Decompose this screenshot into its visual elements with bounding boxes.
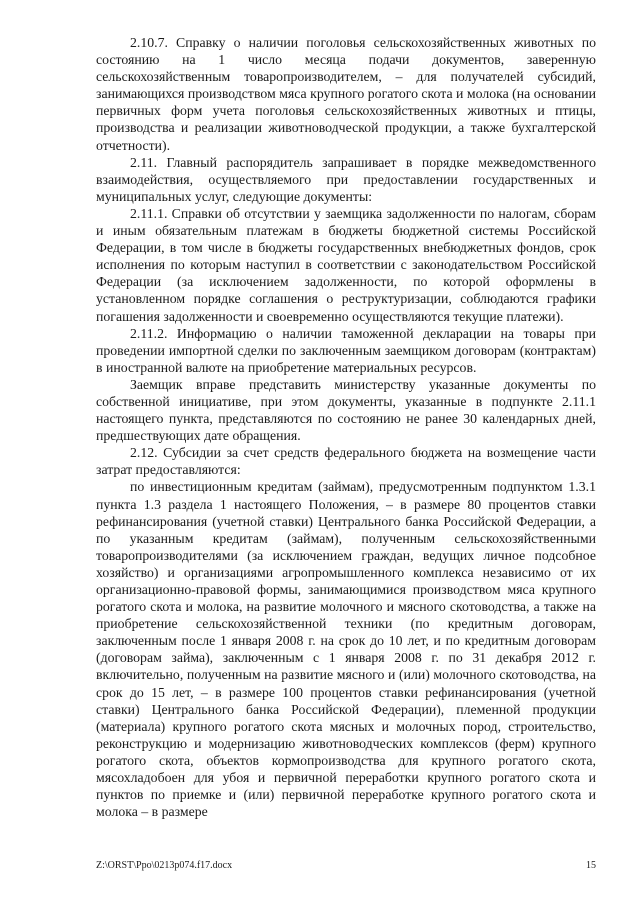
footer-file-path: Z:\ORST\Ppo\0213p074.f17.docx [96, 860, 233, 871]
page-footer [96, 860, 596, 871]
paragraph-2-12: 2.12. Субсидии за счет средств федерального бюджета на возмещение части затрат предоставляются: [96, 445, 596, 478]
paragraph-2-11-2: 2.11.2. Информацию о наличии таможенной декларации на товары при проведении импортной сделки по заключенным заемщиком договорам (контрактам) в иностранной валюте на приобретение материальных ресурсов. [96, 325, 596, 375]
paragraph-2-11-1: 2.11.1. Справки об отсутствии у заемщика задолженности по налогам, сборам и иным обязательным платежам в бюджеты бюджетной системы Российской Федерации, в том числе в бюджеты государственных внебюджетных фондов, срок исполнения по которым наступил в соответствии с законодательством Российской Федерации (за исключением задолженности, по которой оформлены в установленном порядке соглашения о реструктуризации, соблюдаются графики погашения задолженности и своевременно осуществляются текущие платежи). [96, 205, 596, 324]
page-number: 15 [586, 860, 596, 871]
paragraph-2-10-7: 2.10.7. Справку о наличии поголовья сельскохозяйственных животных по состоянию на 1 число месяца подачи документов, заверенную сельскохозяйственным товаропроизводителем, – для получателей субсидий, занимающихся производством мяса крупного рогатого скота и молока (на основании первичных форм учета поголовья сельскохозяйственных животных и птицы, производства и реализации животноводческой продукции, а также бухгалтерской отчетности). [96, 35, 596, 153]
document-body [96, 34, 596, 820]
paragraph-investment-loans: по инвестиционным кредитам (займам), предусмотренным подпунктом 1.3.1 пункта 1.3 раздела 1 настоящего Положения, – в размере 80 процентов ставки рефинансирования (учетной ставки) Центрального банка Российской Федерации, а по указанным кредитам (займам), полученным сельскохозяйственными товаропроизводителями (за исключением граждан, ведущих личное подсобное хозяйство) и организациями агропромышленного комплекса независимо от их организационно-правовой формы, занимающимися производством мяса крупного рогатого скота и молока, на развитие молочного и мясного скотоводства, а также на приобретение сельскохозяйственной техники (по кредитным договорам, заключенным после 1 января 2008 г. на срок до 10 лет, и по кредитным договорам (договорам займа), заключенным с 1 января 2008 г. по 31 декабря 2012 г. включительно, полученным на развитие мясного и (или) молочного скотоводства, на срок до 15 лет, – в размере 100 процентов ставки рефинансирования (учетной ставки) Центрального банка Российской Федерации), племенной продукции (материала) крупного рогатого скота мясных и молочных пород, строительство, реконструкцию и модернизацию животноводческих комплексов (ферм) крупного рогатого скота, объектов кормопроизводства для крупного рогатого скота, мясохладобоен для убоя и первичной переработки крупного рогатого скота и пунктов по приемке и (или) первичной переработке крупного рогатого скота и молока – в размере [96, 479, 596, 820]
paragraph-borrower-right: Заемщик вправе представить министерству указанные документы по собственной инициативе, при этом документы, указанные в подпункте 2.11.1 настоящего пункта, представляются по состоянию не ранее 30 календарных дней, предшествующих дате обращения. [96, 376, 596, 444]
paragraph-2-11: 2.11. Главный распорядитель запрашивает в порядке межведомственного взаимодействия, осуществляемого при предоставлении государственных и муниципальных услуг, следующие документы: [96, 154, 596, 204]
